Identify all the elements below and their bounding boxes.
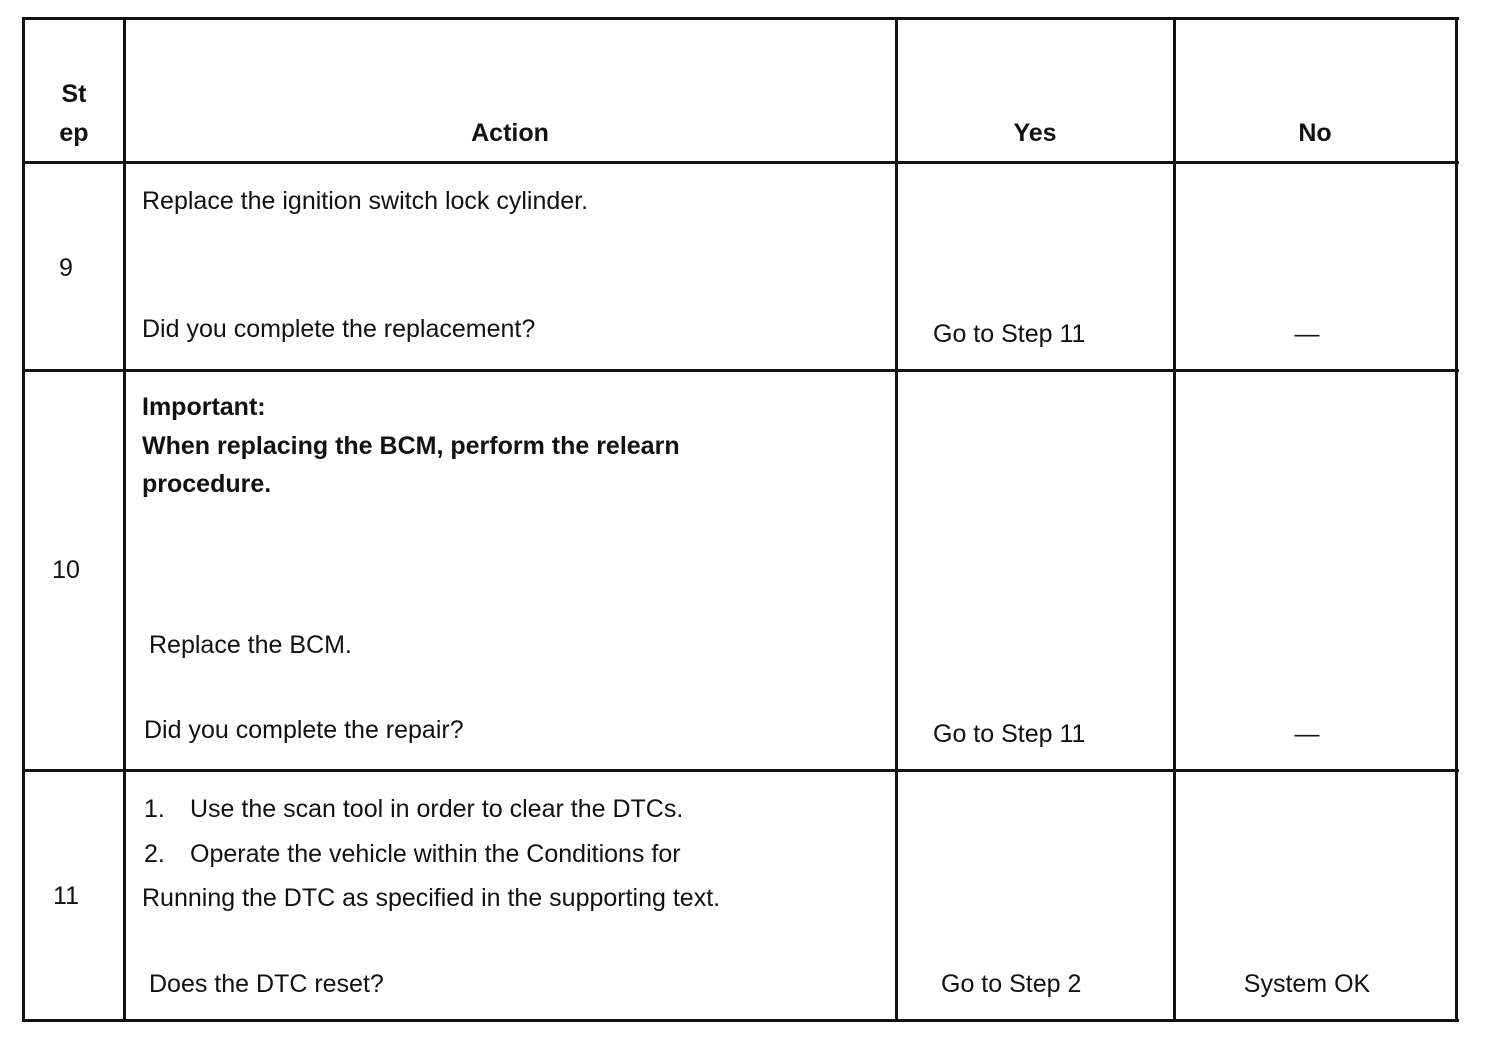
step-number: 10 [52, 556, 80, 584]
yes-result: Go to Step 2 [941, 970, 1082, 998]
action-question: Does the DTC reset? [149, 970, 384, 998]
step-number: 9 [59, 254, 73, 282]
column-divider [123, 17, 126, 1022]
important-text-line1: When replacing the BCM, perform the relearn [142, 432, 680, 460]
yes-result: Go to Step 11 [933, 320, 1086, 348]
header-step-line1: St [61, 80, 87, 108]
important-label: Important: [142, 393, 266, 421]
table-border-left [22, 17, 25, 1022]
column-divider [895, 17, 898, 1022]
header-yes: Yes [1013, 119, 1057, 147]
action-instruction: Replace the ignition switch lock cylinder. [142, 187, 589, 215]
table-border-top [22, 17, 1459, 20]
table-border-right [1455, 17, 1458, 1022]
column-divider [1173, 17, 1176, 1022]
yes-result: Go to Step 11 [933, 720, 1086, 748]
no-result: — [1294, 320, 1320, 348]
no-result: — [1294, 720, 1320, 748]
important-text-line2: procedure. [142, 470, 272, 498]
list-item-number: 2. [144, 840, 165, 868]
header-divider [22, 161, 1459, 164]
action-question: Did you complete the replacement? [142, 315, 536, 343]
table-border-bottom [22, 1019, 1459, 1022]
header-step-line2: ep [59, 119, 89, 147]
row-divider [22, 769, 1459, 772]
action-question: Did you complete the repair? [144, 716, 464, 744]
step-number: 11 [53, 882, 79, 910]
list-item-continuation: Running the DTC as specified in the supporting text. [142, 884, 721, 912]
row-divider [22, 369, 1459, 372]
list-item-number: 1. [144, 795, 165, 823]
action-instruction: Replace the BCM. [149, 631, 352, 659]
list-item-text: Operate the vehicle within the Conditions for [190, 840, 681, 868]
header-action: Action [471, 119, 549, 147]
header-no: No [1298, 119, 1332, 147]
list-item-text: Use the scan tool in order to clear the DTCs. [190, 795, 684, 823]
no-result: System OK [1243, 970, 1371, 998]
